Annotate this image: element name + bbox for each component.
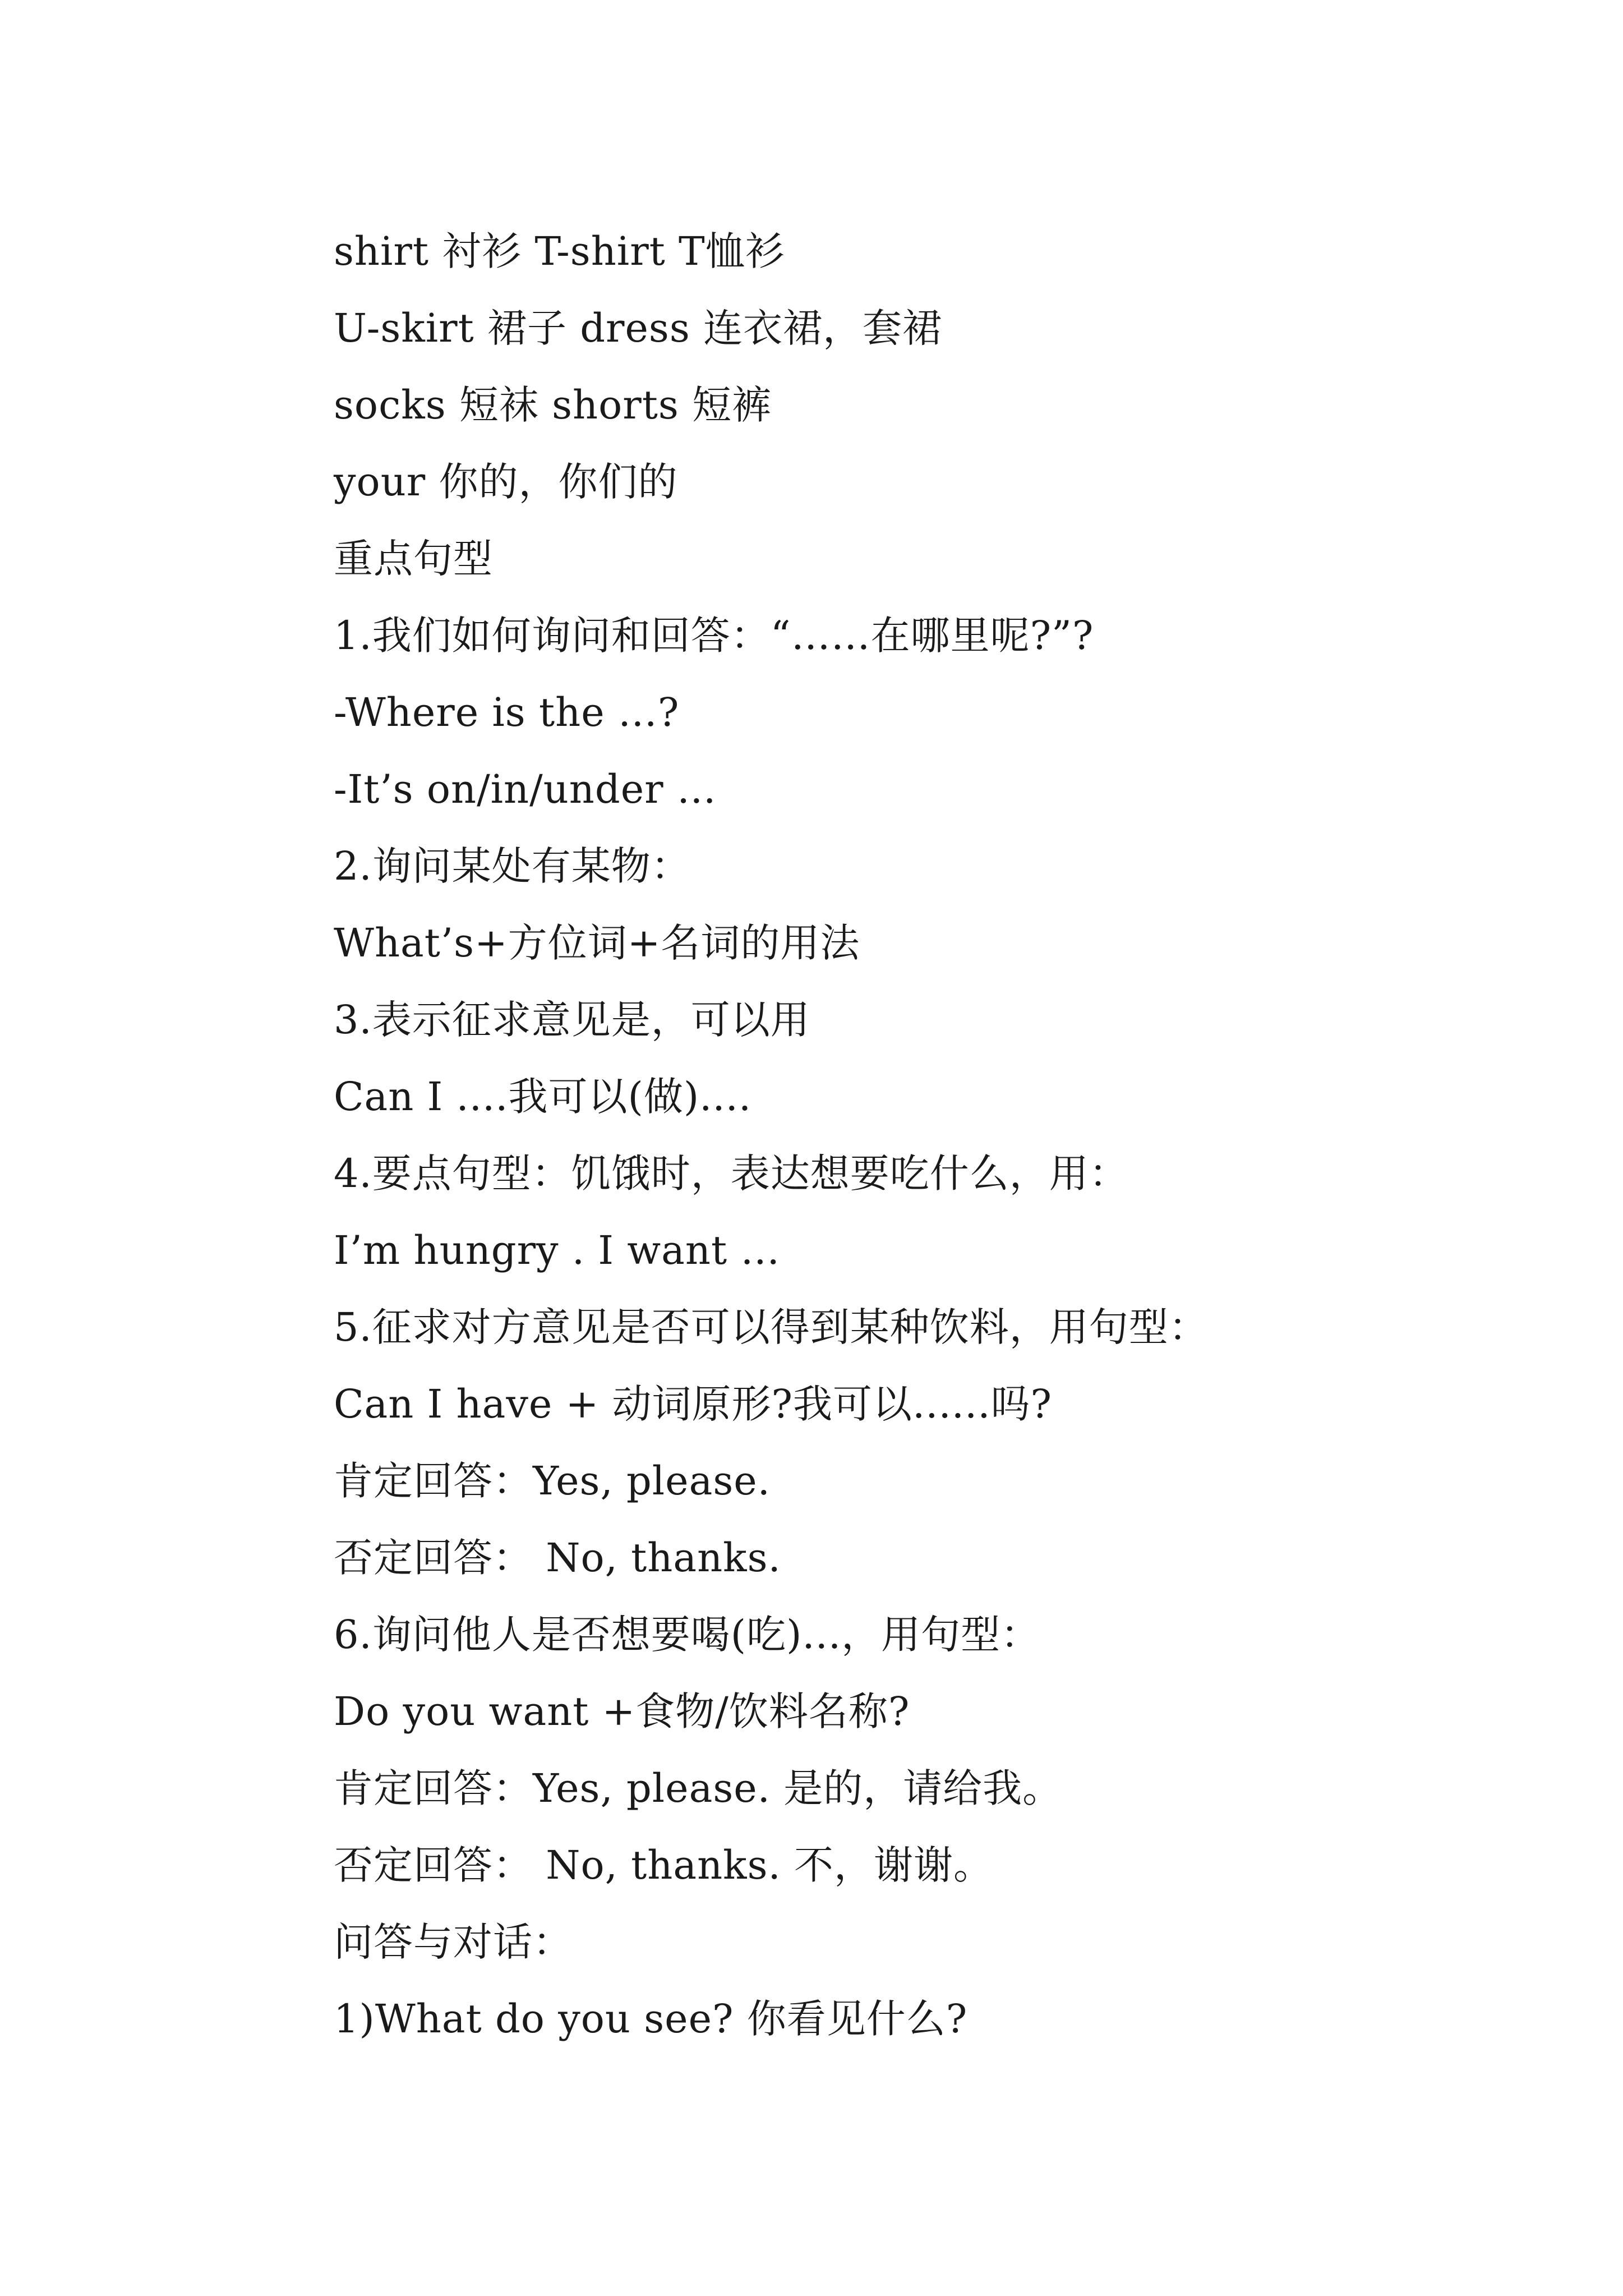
pattern-6-title: 6.询问他人是否想要喝(吃)...，用句型： [334,1612,1041,1658]
pattern-5-negative-answer: 否定回答： No, thanks. [334,1535,781,1581]
dialogue-item-1: 1)What do you see? 你看见什么? [334,1996,968,2042]
pattern-6-positive-answer: 肯定回答：Yes, please. 是的，请给我。 [334,1765,1063,1811]
pattern-5-title: 5.征求对方意见是否可以得到某种饮料，用句型： [334,1304,1209,1350]
pattern-3-usage: Can I ....我可以(做).... [334,1074,752,1120]
section-heading-key-sentences: 重点句型 [334,536,493,582]
pattern-3-title: 3.表示征求意见是，可以用 [334,997,810,1043]
pattern-5-positive-answer: 肯定回答：Yes, please. [334,1458,771,1504]
pattern-1-answer: -It’s on/in/under … [334,766,717,812]
pattern-4-usage: I’m hungry . I want … [334,1227,781,1273]
pattern-6-usage: Do you want +食物/饮料名称? [334,1688,910,1734]
pattern-4-title: 4.要点句型：饥饿时，表达想要吃什么，用： [334,1151,1129,1197]
vocab-line-your: your 你的，你们的 [334,459,678,505]
vocab-line-skirt: U-skirt 裙子 dress 连衣裙，套裙 [334,305,943,351]
pattern-2-title: 2.询问某处有某物： [334,843,691,889]
pattern-6-negative-answer: 否定回答： No, thanks. 不，谢谢。 [334,1842,994,1888]
pattern-1-title: 1.我们如何询问和回答：“……在哪里呢?”? [334,613,1094,659]
pattern-2-usage: What’s+方位词+名词的用法 [334,920,860,966]
vocab-line-socks: socks 短袜 shorts 短裤 [334,382,772,428]
document-body [334,213,1511,2058]
vocab-line-shirt: shirt 衬衫 T-shirt T恤衫 [334,228,785,274]
pattern-5-usage: Can I have + 动词原形?我可以......吗? [334,1381,1053,1427]
section-heading-dialogue: 问答与对话： [334,1919,573,1965]
pattern-1-question: -Where is the …? [334,689,680,735]
